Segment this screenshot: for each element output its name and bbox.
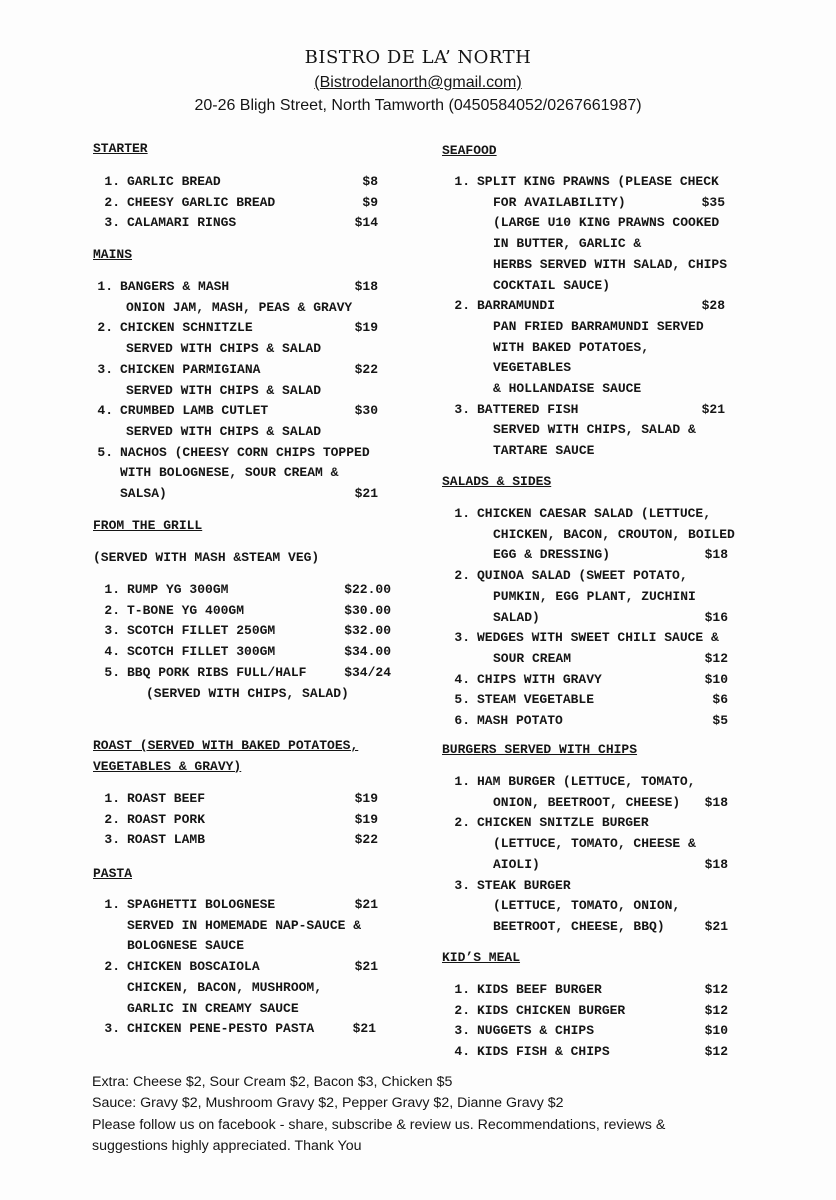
menu-item-cont xyxy=(86,484,378,505)
item-number: 1. xyxy=(104,791,120,806)
email-text: (Bistrodelanorth@gmail.com) xyxy=(314,74,522,91)
item-name: BANGERS & MASH xyxy=(120,279,230,294)
item-number: 1. xyxy=(104,897,120,912)
salads-list xyxy=(443,504,735,732)
section-roast xyxy=(93,736,358,777)
section-burgers xyxy=(442,740,637,761)
item-description: ONION JAM, MASH, PEAS & GRAVY xyxy=(126,299,353,315)
item-name: QUINOA SALAD (SWEET POTATO, xyxy=(477,568,688,584)
burgers-list xyxy=(443,772,728,938)
item-description: ONION, BEETROOT, CHEESE) xyxy=(493,794,681,810)
item-number: 5. xyxy=(97,444,113,460)
item-price: $10 xyxy=(704,671,728,687)
restaurant-address: 20-26 Bligh Street, North Tamworth (0450584052/0267661987) xyxy=(194,97,642,114)
menu-item xyxy=(443,876,728,897)
item-description: TARTARE SAUCE xyxy=(493,443,595,459)
menu-item xyxy=(93,789,378,810)
pasta-list xyxy=(93,895,378,1040)
item-number: 1. xyxy=(454,774,470,789)
item-name: BARRAMUNDI xyxy=(477,298,556,314)
item-name: KIDS CHICKEN BURGER xyxy=(477,1002,626,1018)
item-name: CRUMBED LAMB CUTLET xyxy=(120,403,269,419)
item-price: $28 xyxy=(701,298,725,314)
menu-item xyxy=(443,813,728,834)
item-number: 3. xyxy=(104,832,120,848)
item-price: $21 xyxy=(354,486,378,502)
menu-item-cont xyxy=(443,649,728,670)
item-description: SERVED WITH CHIPS, SALAD & xyxy=(493,422,696,438)
item-name: ROAST LAMB xyxy=(127,832,206,848)
menu-item xyxy=(93,810,378,831)
menu-item-cont xyxy=(443,193,738,214)
item-number: 2. xyxy=(104,959,120,975)
item-description: SALSA) xyxy=(120,486,167,502)
menu-item xyxy=(443,1042,728,1063)
item-price: $16 xyxy=(704,609,728,625)
item-description: CHICKEN, BACON, MUSHROOM, xyxy=(127,979,323,995)
item-description: & HOLLANDAISE SAUCE xyxy=(493,381,642,397)
item-price: $6 xyxy=(712,692,728,708)
item-price: $12 xyxy=(704,982,728,997)
sauce-line: Sauce: Gravy $2, Mushroom Gravy $2, Pepper Gravy $2, Dianne Gravy $2 xyxy=(92,1095,564,1112)
item-price: $22 xyxy=(354,832,378,848)
menu-item-cont xyxy=(443,855,728,876)
item-description: PUMKIN, EGG PLANT, ZUCHINI xyxy=(493,588,696,604)
item-number: 1. xyxy=(454,174,470,189)
item-price: $19 xyxy=(354,320,378,336)
item-number: 5. xyxy=(454,692,470,708)
item-name: SPLIT KING PRAWNS (PLEASE CHECK xyxy=(477,174,719,189)
item-number: 3. xyxy=(104,215,120,231)
item-price: $22.00 xyxy=(344,582,391,597)
item-price: $21 xyxy=(704,918,728,934)
item-description: WITH BAKED POTATOES, xyxy=(493,339,650,355)
item-description: SOUR CREAM xyxy=(493,650,572,666)
menu-item xyxy=(86,277,378,298)
menu-item xyxy=(443,566,728,587)
item-price: $8 xyxy=(362,174,378,189)
item-price: $34.00 xyxy=(344,644,391,660)
item-name: MASH POTATO xyxy=(477,713,563,729)
section-title: SEAFOOD xyxy=(442,143,497,158)
item-name: CHICKEN CAESAR SALAD (LETTUCE, xyxy=(477,506,712,521)
starter-list xyxy=(93,172,378,234)
section-salads xyxy=(442,472,551,493)
item-price: $19 xyxy=(354,791,378,806)
item-price: $30.00 xyxy=(344,602,391,618)
item-price: $21 xyxy=(354,897,378,912)
item-price: $18 xyxy=(704,547,728,563)
menu-item xyxy=(93,830,378,851)
menu-item xyxy=(443,980,728,1001)
roast-list xyxy=(93,789,378,851)
section-title: PASTA xyxy=(93,866,133,881)
item-description: BEETROOT, CHEESE, BBQ) xyxy=(493,918,665,934)
item-price: $12 xyxy=(704,1002,728,1018)
item-name: CHICKEN PENE-PESTO PASTA xyxy=(127,1021,315,1037)
item-name: NUGGETS & CHIPS xyxy=(477,1023,595,1039)
item-number: 3. xyxy=(104,1021,120,1037)
item-description: FOR AVAILABILITY) xyxy=(493,194,626,210)
seafood-list xyxy=(443,172,738,462)
item-price: $22 xyxy=(354,361,378,377)
item-number: 4. xyxy=(104,644,120,660)
section-starter xyxy=(93,139,148,160)
menu-item xyxy=(443,1001,728,1022)
item-number: 4. xyxy=(97,403,113,419)
item-number: 4. xyxy=(454,671,470,687)
item-number: 2. xyxy=(454,1002,470,1018)
menu-item-cont xyxy=(443,917,728,938)
item-price: $9 xyxy=(362,194,378,210)
extras-line: Extra: Cheese $2, Sour Cream $2, Bacon $3, Chicken $5 xyxy=(92,1074,453,1090)
menu-item xyxy=(93,621,391,642)
item-number: 6. xyxy=(454,713,470,729)
section-title: KID’S MEAL xyxy=(442,950,521,965)
item-price: $12 xyxy=(704,650,728,666)
item-price: $21 xyxy=(354,959,378,975)
menu-item xyxy=(443,296,738,317)
item-name: BBQ PORK RIBS FULL/HALF xyxy=(127,664,307,680)
item-price: $35 xyxy=(701,194,725,210)
item-name: CHEESY GARLIC BREAD xyxy=(127,194,276,210)
item-name: SPAGHETTI BOLOGNESE xyxy=(127,897,276,912)
grill-subtitle: (SERVED WITH MASH &STEAM VEG) xyxy=(93,550,320,565)
item-name: KIDS FISH & CHIPS xyxy=(477,1044,610,1060)
item-name: ROAST BEEF xyxy=(127,791,206,806)
menu-item xyxy=(93,213,378,234)
item-price: $18 xyxy=(354,279,378,294)
kids-list xyxy=(443,980,728,1063)
item-name: ROAST PORK xyxy=(127,811,206,827)
item-description: SERVED WITH CHIPS & SALAD xyxy=(126,382,322,398)
menu-item xyxy=(93,663,391,684)
menu-item xyxy=(443,690,728,711)
menu-item xyxy=(93,172,378,193)
item-name: CHICKEN SCHNITZLE xyxy=(120,320,253,336)
item-number: 2. xyxy=(454,568,470,584)
item-name: KIDS BEEF BURGER xyxy=(477,982,602,997)
mains-list xyxy=(86,277,378,505)
item-description: PAN FRIED BARRAMUNDI SERVED xyxy=(493,318,704,334)
section-grill xyxy=(93,516,202,537)
item-name: RUMP YG 300GM xyxy=(127,582,229,597)
menu-item xyxy=(86,318,378,339)
section-title-1: ROAST (SERVED WITH BAKED POTATOES, xyxy=(93,738,359,753)
section-title: STARTER xyxy=(93,141,148,156)
item-price: $14 xyxy=(354,215,378,231)
item-description: COCKTAIL SAUCE) xyxy=(493,277,611,293)
menu-item-cont xyxy=(443,545,728,566)
item-description: (LARGE U10 KING PRAWNS COOKED xyxy=(493,215,720,231)
item-number: 3. xyxy=(454,630,470,646)
menu-item xyxy=(443,711,728,732)
item-name: WEDGES WITH SWEET CHILI SAUCE & xyxy=(477,630,719,646)
section-title: BURGERS SERVED WITH CHIPS xyxy=(442,742,638,757)
menu-item xyxy=(86,401,378,422)
menu-item xyxy=(443,670,728,691)
item-number: 3. xyxy=(454,1023,470,1039)
item-price: $21 xyxy=(352,1021,376,1037)
follow-line-2: suggestions highly appreciated. Thank You xyxy=(92,1137,362,1154)
section-seafood xyxy=(442,141,497,162)
item-name: SCOTCH FILLET 250GM xyxy=(127,623,276,639)
item-description: (LETTUCE, TOMATO, CHEESE & xyxy=(493,836,696,852)
item-price: $32.00 xyxy=(344,623,391,639)
menu-item xyxy=(443,172,738,193)
item-name: STEAK BURGER xyxy=(477,877,571,893)
item-description: SERVED IN HOMEMADE NAP-SAUCE & xyxy=(127,917,362,933)
menu-item xyxy=(93,193,378,214)
item-number: 1. xyxy=(104,582,120,597)
item-number: 5. xyxy=(104,664,120,680)
item-description: WITH BOLOGNESE, SOUR CREAM & xyxy=(120,465,339,481)
section-mains xyxy=(93,245,132,266)
item-description: IN BUTTER, GARLIC & xyxy=(493,236,642,252)
item-description: VEGETABLES xyxy=(493,360,572,376)
item-name: BATTERED FISH xyxy=(477,401,579,417)
menu-item xyxy=(443,504,728,525)
item-description: (SERVED WITH CHIPS, SALAD) xyxy=(146,685,349,701)
item-price: $30 xyxy=(354,403,378,419)
item-number: 2. xyxy=(97,320,113,336)
section-title-2: VEGETABLES & GRAVY) xyxy=(93,758,242,774)
menu-item xyxy=(443,772,728,793)
item-number: 3. xyxy=(97,361,113,377)
menu-item xyxy=(93,642,391,663)
item-number: 1. xyxy=(454,982,470,997)
menu-item xyxy=(93,1019,376,1040)
item-number: 3. xyxy=(454,877,470,893)
item-name: CALAMARI RINGS xyxy=(127,215,237,231)
item-number: 1. xyxy=(104,174,120,189)
menu-item xyxy=(93,957,378,978)
item-number: 3. xyxy=(454,401,470,417)
item-price: $34/24 xyxy=(344,664,391,680)
menu-item xyxy=(443,1021,728,1042)
menu-item xyxy=(93,580,391,601)
grill-list xyxy=(93,580,391,704)
menu-item-cont xyxy=(443,608,728,629)
item-number: 1. xyxy=(97,279,113,294)
item-number: 4. xyxy=(454,1044,470,1060)
menu-item xyxy=(443,628,728,649)
item-price: $18 xyxy=(704,856,728,872)
section-pasta xyxy=(93,864,132,885)
section-title: MAINS xyxy=(93,247,133,262)
item-name: CHICKEN BOSCAIOLA xyxy=(127,959,260,975)
item-description: GARLIC IN CREAMY SAUCE xyxy=(127,1000,299,1016)
item-number: 3. xyxy=(104,623,120,639)
menu-item xyxy=(86,443,378,464)
item-price: $19 xyxy=(354,811,378,827)
item-price: $21 xyxy=(701,401,725,417)
item-name: NACHOS (CHEESY CORN CHIPS TOPPED xyxy=(120,444,370,460)
menu-item xyxy=(443,400,738,421)
item-price: $5 xyxy=(712,713,728,729)
item-description: SERVED WITH CHIPS & SALAD xyxy=(126,423,322,439)
menu-item-cont xyxy=(443,793,728,814)
follow-line-1: Please follow us on facebook - share, subscribe & review us. Recommendations, reviews & xyxy=(92,1116,666,1133)
section-title: FROM THE GRILL xyxy=(93,518,203,533)
item-number: 2. xyxy=(104,602,120,618)
footer-notes xyxy=(92,1072,752,1157)
item-number: 1. xyxy=(454,506,470,521)
menu-item xyxy=(93,895,378,916)
item-description: EGG & DRESSING) xyxy=(493,547,611,563)
item-name: GARLIC BREAD xyxy=(127,174,221,189)
item-description: BOLOGNESE SAUCE xyxy=(127,938,245,954)
menu-item xyxy=(86,360,378,381)
restaurant-name: BISTRO DE LA’ NORTH xyxy=(304,47,532,68)
item-number: 2. xyxy=(454,815,470,831)
item-price: $18 xyxy=(704,794,728,810)
item-price: $12 xyxy=(704,1044,728,1060)
section-title: SALADS & SIDES xyxy=(442,474,552,489)
item-description: SALAD) xyxy=(493,609,540,625)
item-name: CHIPS WITH GRAVY xyxy=(477,671,602,687)
restaurant-email xyxy=(0,74,836,92)
item-description: CHICKEN, BACON, CROUTON, BOILED xyxy=(493,526,735,542)
item-description: HERBS SERVED WITH SALAD, CHIPS xyxy=(493,256,728,272)
item-name: CHICKEN PARMIGIANA xyxy=(120,361,261,377)
item-description: AIOLI) xyxy=(493,856,540,872)
item-price: $10 xyxy=(704,1023,728,1039)
item-description: (LETTUCE, TOMATO, ONION, xyxy=(493,898,681,914)
item-description: SERVED WITH CHIPS & SALAD xyxy=(126,341,322,357)
section-kids xyxy=(442,948,520,969)
item-number: 2. xyxy=(454,298,470,314)
item-number: 2. xyxy=(104,194,120,210)
item-name: STEAM VEGETABLE xyxy=(477,692,595,708)
item-name: HAM BURGER (LETTUCE, TOMATO, xyxy=(477,774,696,789)
item-name: CHICKEN SNITZLE BURGER xyxy=(477,815,649,831)
item-name: SCOTCH FILLET 300GM xyxy=(127,644,276,660)
item-name: T-BONE YG 400GM xyxy=(127,602,245,618)
item-number: 2. xyxy=(104,811,120,827)
menu-item xyxy=(93,601,391,622)
